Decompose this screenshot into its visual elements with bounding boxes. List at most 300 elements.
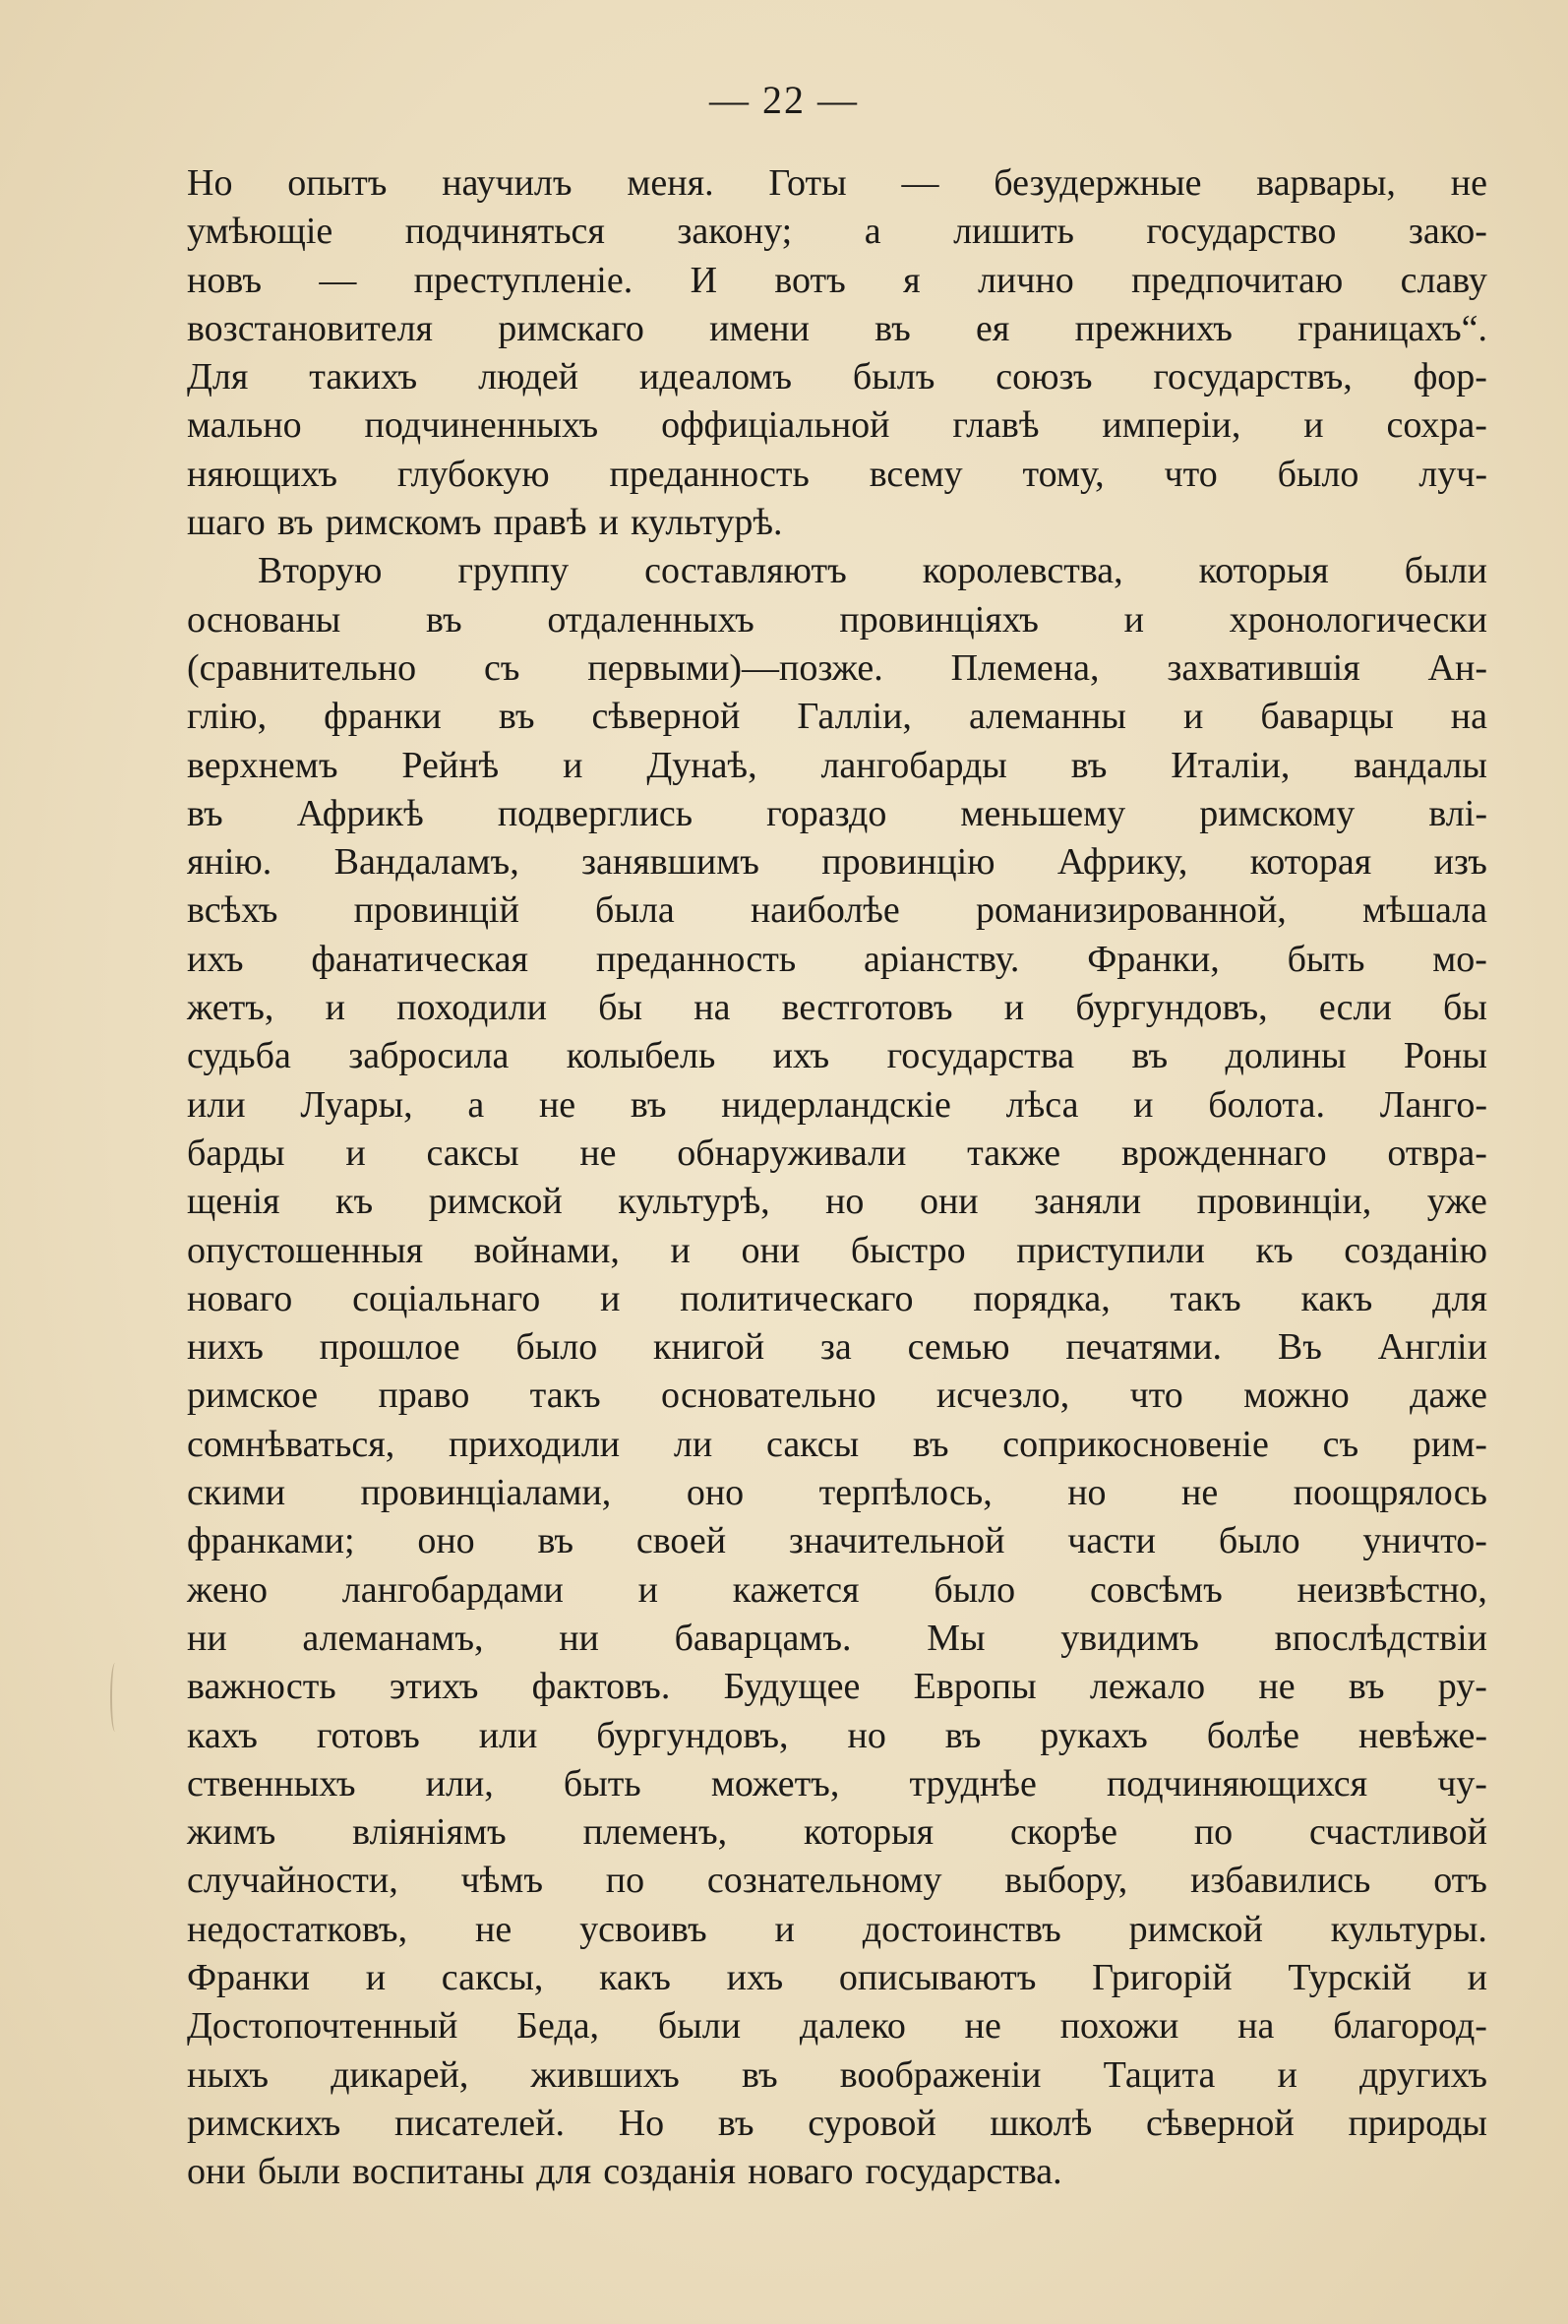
word: аріанству. bbox=[863, 938, 1020, 980]
word: ихъ bbox=[187, 938, 244, 980]
text-line bbox=[187, 887, 1487, 935]
word: культуры. bbox=[1330, 1908, 1487, 1950]
word: Европы bbox=[913, 1666, 1037, 1708]
word: алеманны bbox=[968, 696, 1126, 738]
word: соприкосновеніе bbox=[1002, 1423, 1269, 1465]
word: франки bbox=[324, 696, 442, 738]
word: ихъ bbox=[772, 1035, 830, 1077]
word: закону; bbox=[677, 211, 793, 253]
word: жимъ bbox=[187, 1811, 276, 1854]
word: мо- bbox=[1432, 938, 1487, 980]
word: баварцы bbox=[1260, 696, 1394, 738]
word: неизвѣстно, bbox=[1297, 1568, 1487, 1611]
word: ныхъ bbox=[187, 2053, 270, 2096]
word: людей bbox=[478, 356, 579, 398]
word: провинціи, bbox=[1196, 1181, 1372, 1223]
word: политическаго bbox=[680, 1277, 914, 1319]
word: своей bbox=[635, 1520, 727, 1562]
word: саксы, bbox=[441, 1956, 544, 1998]
word: главѣ bbox=[952, 404, 1040, 447]
word: союзъ bbox=[995, 356, 1093, 398]
word: основательно bbox=[661, 1375, 876, 1417]
word: лично bbox=[977, 259, 1074, 301]
word: Роны bbox=[1403, 1035, 1487, 1077]
word: оффиціальной bbox=[661, 404, 890, 447]
word: безудержные bbox=[994, 162, 1202, 204]
word: подчиняться bbox=[404, 211, 605, 253]
page-number: — 22 — bbox=[709, 78, 859, 122]
text-line bbox=[187, 1275, 1487, 1323]
word: другихъ bbox=[1359, 2053, 1487, 2096]
word: провинціяхъ bbox=[839, 598, 1039, 641]
word: ни bbox=[187, 1617, 227, 1659]
word: Вандаламъ, bbox=[333, 841, 519, 884]
text-line bbox=[187, 984, 1487, 1032]
word: государства bbox=[886, 1035, 1075, 1077]
word: алеманамъ, bbox=[302, 1617, 484, 1659]
word: саксы bbox=[765, 1423, 860, 1465]
word: было bbox=[934, 1568, 1016, 1611]
word: нидерландскіе bbox=[721, 1083, 951, 1126]
word: Но bbox=[618, 2102, 665, 2144]
text-line bbox=[187, 1906, 1487, 1954]
word: — bbox=[901, 162, 939, 204]
word: но bbox=[825, 1181, 865, 1223]
word: Готы bbox=[768, 162, 847, 204]
word: въ bbox=[874, 307, 911, 349]
word: Для bbox=[187, 356, 249, 398]
word: были bbox=[657, 2005, 742, 2048]
word: Будущее bbox=[723, 1666, 861, 1708]
word: щенія bbox=[187, 1181, 280, 1223]
word: бы bbox=[598, 987, 643, 1029]
text-line bbox=[187, 644, 1487, 693]
word: имени bbox=[709, 307, 810, 349]
word: государства. bbox=[865, 2151, 1062, 2193]
word: оно bbox=[686, 1472, 745, 1514]
word: съ bbox=[1322, 1423, 1359, 1465]
word: вестготовъ bbox=[781, 987, 953, 1029]
word: я bbox=[903, 259, 921, 301]
text-line bbox=[187, 1227, 1487, 1275]
text-line bbox=[187, 451, 1487, 499]
word: Италіи, bbox=[1171, 744, 1291, 786]
word: было bbox=[515, 1326, 598, 1369]
word: было bbox=[1277, 453, 1359, 495]
word: или, bbox=[425, 1762, 494, 1804]
word: рим- bbox=[1412, 1423, 1487, 1465]
word: въ bbox=[717, 2102, 754, 2144]
word: бургундовъ, bbox=[1075, 987, 1268, 1029]
word: научилъ bbox=[442, 162, 573, 204]
word: не bbox=[1450, 162, 1487, 204]
word: провинціалами, bbox=[360, 1472, 612, 1514]
word: болѣе bbox=[1206, 1714, 1300, 1756]
word: они bbox=[919, 1181, 979, 1223]
word: было bbox=[1218, 1520, 1300, 1562]
word: не bbox=[1258, 1666, 1296, 1708]
word: были bbox=[1404, 550, 1487, 592]
word: государство bbox=[1146, 211, 1337, 253]
text-line bbox=[187, 1469, 1487, 1517]
word: всѣхъ bbox=[187, 889, 278, 932]
word: школѣ bbox=[990, 2102, 1093, 2144]
word: ственныхъ bbox=[187, 1762, 356, 1804]
word: колыбель bbox=[566, 1035, 716, 1077]
word: воображеніи bbox=[839, 2053, 1042, 2096]
word: забросила bbox=[348, 1035, 510, 1077]
word: невѣже- bbox=[1357, 1714, 1487, 1756]
word: какъ bbox=[1300, 1277, 1373, 1319]
word: фанатическая bbox=[311, 938, 529, 980]
word: кажется bbox=[732, 1568, 860, 1611]
word: Беда, bbox=[516, 2005, 600, 2048]
word: фактовъ. bbox=[531, 1666, 671, 1708]
word: врожденнаго bbox=[1120, 1131, 1327, 1174]
word: группу bbox=[457, 550, 570, 592]
word: бы bbox=[1443, 987, 1487, 1029]
word: преданность bbox=[609, 453, 810, 495]
word: Рейнѣ bbox=[401, 744, 500, 786]
word: такихъ bbox=[309, 356, 418, 398]
word: Африку, bbox=[1056, 841, 1188, 884]
word: въ bbox=[912, 1423, 949, 1465]
word: недостатковъ, bbox=[187, 1908, 408, 1950]
word: не bbox=[579, 1131, 617, 1174]
word: въ bbox=[741, 2053, 778, 2096]
word: части bbox=[1067, 1520, 1157, 1562]
word: можно bbox=[1243, 1375, 1350, 1417]
word: провинцій bbox=[353, 889, 519, 932]
word: лишить bbox=[953, 211, 1074, 253]
word: хронологически bbox=[1229, 598, 1487, 641]
word: для bbox=[536, 2151, 592, 2193]
word: культурѣ. bbox=[631, 502, 783, 544]
word: и bbox=[774, 1908, 795, 1950]
word: и bbox=[637, 1568, 658, 1611]
word: варвары, bbox=[1256, 162, 1396, 204]
word: въ bbox=[630, 1083, 667, 1126]
word: въ bbox=[1070, 744, 1108, 786]
word: королевства, bbox=[922, 550, 1123, 592]
word: Мы bbox=[927, 1617, 986, 1659]
word: ихъ bbox=[726, 1956, 784, 1998]
word: и bbox=[600, 1277, 621, 1319]
word: далеко bbox=[799, 2005, 906, 2048]
word: мально bbox=[187, 404, 302, 447]
word: впослѣдствіи bbox=[1274, 1617, 1487, 1659]
word: описываютъ bbox=[838, 1956, 1037, 1998]
word: не bbox=[538, 1083, 576, 1126]
word: исчезло, bbox=[935, 1375, 1070, 1417]
word: влі- bbox=[1428, 792, 1487, 834]
word: приходили bbox=[449, 1423, 621, 1465]
text-line bbox=[187, 1421, 1487, 1469]
word: Франки, bbox=[1087, 938, 1220, 980]
word: Англіи bbox=[1377, 1326, 1487, 1369]
word: лѣса bbox=[1005, 1083, 1079, 1126]
word: этихъ bbox=[389, 1666, 479, 1708]
word: Ланго- bbox=[1379, 1083, 1487, 1126]
word: выбору, bbox=[1004, 1860, 1128, 1902]
word: вліяніямъ bbox=[352, 1811, 507, 1854]
word: усвоивъ bbox=[579, 1908, 707, 1950]
word: саксы bbox=[426, 1131, 519, 1174]
word: приступили bbox=[1016, 1229, 1205, 1271]
word: на bbox=[1237, 2005, 1275, 2048]
word: лежало bbox=[1089, 1666, 1206, 1708]
text-line bbox=[187, 1081, 1487, 1130]
word: труднѣе bbox=[909, 1762, 1037, 1804]
word: если bbox=[1318, 987, 1392, 1029]
word: первыми)—позже. bbox=[587, 646, 883, 689]
text-line bbox=[187, 1760, 1487, 1808]
word: Дунаѣ, bbox=[646, 744, 757, 786]
word: баварцамъ. bbox=[674, 1617, 852, 1659]
text-line bbox=[187, 1032, 1487, 1080]
text-line bbox=[187, 1372, 1487, 1420]
word: умѣющіе bbox=[187, 211, 333, 253]
word: семью bbox=[907, 1326, 1010, 1369]
word: новъ bbox=[187, 259, 262, 301]
word: терпѣлось, bbox=[818, 1472, 993, 1514]
word: глію, bbox=[187, 696, 268, 738]
word: составляютъ bbox=[644, 550, 847, 592]
word: похожи bbox=[1059, 2005, 1179, 2048]
text-line bbox=[187, 1663, 1487, 1711]
word: зако- bbox=[1408, 211, 1487, 253]
word: гораздо bbox=[766, 792, 887, 834]
word: а bbox=[864, 211, 881, 253]
word: они bbox=[741, 1229, 801, 1271]
word: поощрялось bbox=[1293, 1472, 1487, 1514]
text-line bbox=[187, 1954, 1487, 2002]
word: вандалы bbox=[1354, 744, 1487, 786]
word: что bbox=[1129, 1375, 1183, 1417]
word: Луары, bbox=[300, 1083, 413, 1126]
word: Вторую bbox=[258, 550, 383, 592]
word: скорѣе bbox=[1010, 1811, 1117, 1854]
text-line bbox=[187, 790, 1487, 838]
word: достоинствъ bbox=[862, 1908, 1061, 1950]
word: заняли bbox=[1034, 1181, 1142, 1223]
word: быстро bbox=[850, 1229, 966, 1271]
word: лангобарды bbox=[820, 744, 1007, 786]
word: глубокую bbox=[396, 453, 550, 495]
word: какъ bbox=[599, 1956, 671, 1998]
word: границахъ“. bbox=[1297, 307, 1487, 349]
word: подверглись bbox=[497, 792, 694, 834]
word: за bbox=[819, 1326, 852, 1369]
word: римскому bbox=[1199, 792, 1356, 834]
word: И bbox=[690, 259, 718, 301]
word: совсѣмъ bbox=[1089, 1568, 1223, 1611]
word: франками; bbox=[187, 1520, 355, 1562]
word: романизированной, bbox=[976, 889, 1287, 932]
word: римскаго bbox=[498, 307, 644, 349]
word: сознательному bbox=[706, 1860, 942, 1902]
word: но bbox=[847, 1714, 886, 1756]
word: порядка, bbox=[973, 1277, 1111, 1319]
word: быть bbox=[563, 1762, 641, 1804]
text-line bbox=[187, 208, 1487, 256]
word: для bbox=[1432, 1277, 1487, 1319]
word: быть bbox=[1287, 938, 1365, 980]
word: и bbox=[1303, 404, 1324, 447]
word: прежнихъ bbox=[1074, 307, 1233, 349]
word: счастливой bbox=[1309, 1811, 1487, 1854]
text-line bbox=[187, 693, 1487, 741]
word: избавились bbox=[1190, 1860, 1371, 1902]
word: оно bbox=[417, 1520, 475, 1562]
word: барды bbox=[187, 1131, 285, 1174]
word: культурѣ, bbox=[618, 1181, 770, 1223]
text-line bbox=[187, 1615, 1487, 1663]
word: которыя bbox=[1198, 550, 1329, 592]
text-line bbox=[187, 2002, 1487, 2050]
text-line bbox=[187, 1323, 1487, 1372]
word: не bbox=[474, 1908, 513, 1950]
word: въ bbox=[498, 696, 535, 738]
word: уничто- bbox=[1362, 1520, 1487, 1562]
word: подчиняющихся bbox=[1106, 1762, 1368, 1804]
word: и bbox=[598, 502, 619, 544]
text-line bbox=[187, 499, 1487, 547]
word: захватившія bbox=[1167, 646, 1360, 689]
word: и bbox=[1003, 987, 1025, 1029]
word: не bbox=[964, 2005, 1001, 2048]
word: основаны bbox=[187, 598, 341, 641]
word: и bbox=[325, 987, 345, 1029]
word: шаго bbox=[187, 502, 266, 544]
word: въ bbox=[944, 1714, 982, 1756]
word: — bbox=[319, 259, 357, 301]
text-line bbox=[187, 1857, 1487, 1905]
word: Григорій bbox=[1092, 1956, 1233, 1998]
word: и bbox=[1467, 1956, 1487, 1998]
word: чѣмъ bbox=[460, 1860, 543, 1902]
word: въ bbox=[1348, 1666, 1385, 1708]
word: янію. bbox=[187, 841, 272, 884]
word: сохра- bbox=[1386, 404, 1487, 447]
word: писателей. bbox=[393, 2102, 565, 2144]
word: римскомъ bbox=[325, 502, 482, 544]
text-line bbox=[187, 596, 1487, 644]
word: римской bbox=[428, 1181, 563, 1223]
word: Достопочтенный bbox=[187, 2005, 458, 2048]
word: но bbox=[1067, 1472, 1107, 1514]
word: которая bbox=[1249, 841, 1372, 884]
word: вотъ bbox=[774, 259, 846, 301]
word: созданію bbox=[1344, 1229, 1487, 1271]
word: въ bbox=[426, 598, 462, 641]
text-line bbox=[187, 1130, 1487, 1178]
word: возстановителя bbox=[187, 307, 434, 349]
body-text bbox=[187, 159, 1487, 2196]
word: а bbox=[467, 1083, 485, 1126]
word: долины bbox=[1225, 1035, 1347, 1077]
word: жено bbox=[187, 1568, 268, 1611]
word: въ bbox=[1131, 1035, 1169, 1077]
word: сѣверной bbox=[591, 696, 741, 738]
word: войнами, bbox=[473, 1229, 620, 1271]
text-line bbox=[187, 257, 1487, 305]
word: Въ bbox=[1277, 1326, 1322, 1369]
word: дикарей, bbox=[331, 2053, 469, 2096]
word: рукахъ bbox=[1040, 1714, 1148, 1756]
word: няющихъ bbox=[187, 453, 338, 495]
word: въ bbox=[276, 502, 314, 544]
word: и bbox=[1123, 598, 1144, 641]
word: что bbox=[1164, 453, 1218, 495]
word: государствъ, bbox=[1153, 356, 1353, 398]
word: жетъ, bbox=[187, 987, 274, 1029]
text-line bbox=[187, 305, 1487, 353]
word: соціальнаго bbox=[352, 1277, 541, 1319]
margin-pencil-mark bbox=[110, 1663, 120, 1732]
word: нихъ bbox=[187, 1326, 264, 1369]
word: предпочитаю bbox=[1131, 259, 1344, 301]
word: случайности, bbox=[187, 1860, 398, 1902]
word: луч- bbox=[1418, 453, 1487, 495]
word: можетъ, bbox=[710, 1762, 840, 1804]
word: славу bbox=[1400, 259, 1487, 301]
word: такъ bbox=[529, 1375, 601, 1417]
word: въ bbox=[537, 1520, 574, 1562]
text-line bbox=[187, 2100, 1487, 2148]
text-line bbox=[187, 742, 1487, 790]
word: которыя bbox=[804, 1811, 935, 1854]
word: (сравнительно bbox=[187, 646, 417, 689]
word: римское bbox=[187, 1375, 319, 1417]
word: право bbox=[378, 1375, 470, 1417]
word: книгой bbox=[652, 1326, 765, 1369]
text-line bbox=[187, 401, 1487, 450]
word: по bbox=[1193, 1811, 1234, 1854]
text-line bbox=[187, 838, 1487, 887]
word: не bbox=[1181, 1472, 1219, 1514]
text-line bbox=[187, 1712, 1487, 1760]
word: правѣ bbox=[493, 502, 587, 544]
word: и bbox=[1277, 2053, 1297, 2096]
word: Но bbox=[187, 162, 233, 204]
word: отвра- bbox=[1387, 1131, 1487, 1174]
word: занявшимъ bbox=[581, 841, 759, 884]
word: кахъ bbox=[187, 1714, 258, 1756]
word: къ bbox=[1255, 1229, 1294, 1271]
word: важность bbox=[187, 1666, 336, 1708]
text-line bbox=[187, 547, 1487, 595]
word: на bbox=[1450, 696, 1487, 738]
text-line bbox=[187, 1178, 1487, 1226]
word: и bbox=[1133, 1083, 1154, 1126]
word: прошлое bbox=[319, 1326, 460, 1369]
word: ея bbox=[976, 307, 1010, 349]
word: природы bbox=[1348, 2102, 1487, 2144]
word: преданность bbox=[595, 938, 797, 980]
word: была bbox=[595, 889, 675, 932]
word: также bbox=[967, 1131, 1061, 1174]
text-line bbox=[187, 1566, 1487, 1615]
word: созданія bbox=[603, 2151, 736, 2193]
word: и bbox=[365, 1956, 387, 1998]
word: бургундовъ, bbox=[596, 1714, 789, 1756]
word: сомнѣваться, bbox=[187, 1423, 395, 1465]
word: были bbox=[257, 2151, 340, 2193]
word: обнаруживали bbox=[677, 1131, 907, 1174]
word: печатями. bbox=[1065, 1326, 1223, 1369]
word: готовъ bbox=[316, 1714, 420, 1756]
